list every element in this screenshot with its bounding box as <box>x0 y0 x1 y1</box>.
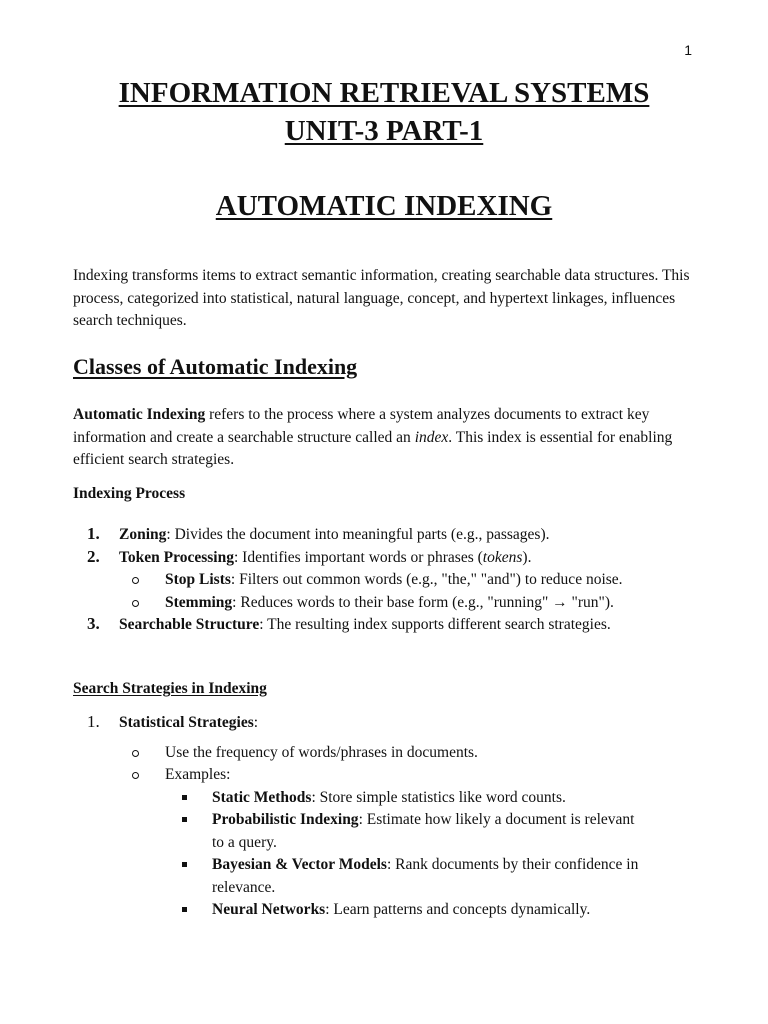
list-item <box>73 547 713 570</box>
circle-bullet-icon <box>132 772 139 779</box>
item-text: : Divides the document into meaningful parts (e.g., passages). <box>166 526 550 543</box>
list-subsubitem <box>73 854 692 899</box>
list-subsubitem <box>73 899 713 922</box>
item-text: : The resulting index supports different search strategies. <box>259 616 611 633</box>
definition-index-word: index <box>414 428 449 446</box>
definition-text-a: refers to the process where a system analyzes documents to extract key information and create a searchable structure called an <box>73 406 650 446</box>
square-bullet-icon <box>182 907 187 912</box>
circle-bullet-icon <box>132 577 139 584</box>
item-term: Statistical Strategies <box>119 714 254 731</box>
square-bullet-icon <box>182 795 187 800</box>
subitem-term: Stop Lists <box>165 571 231 588</box>
list-item <box>73 614 713 637</box>
title-line-1: INFORMATION RETRIEVAL SYSTEMS <box>118 77 650 109</box>
definition-paragraph <box>73 404 713 472</box>
item-text-end: ). <box>522 548 532 566</box>
list-number: 1. <box>87 524 100 543</box>
square-bullet-icon <box>182 862 187 867</box>
subitem-text: Use the frequency of words/phrases in documents. <box>165 743 478 761</box>
example-term: Probabilistic Indexing <box>212 811 359 828</box>
document-title <box>0 74 768 150</box>
example-term: Bayesian & Vector Models <box>212 856 387 873</box>
list-subsubitem <box>73 809 647 854</box>
search-strategies-heading: Search Strategies in Indexing <box>73 680 267 697</box>
list-subitem <box>73 742 713 765</box>
indexing-process-list <box>73 524 713 637</box>
page-number: 1 <box>684 42 692 58</box>
definition-text-b: . This index is essential for enabling efficient search strategies. <box>73 428 673 468</box>
example-text: : Learn patterns and concepts dynamically. <box>325 901 591 918</box>
section-heading-classes: Classes of Automatic Indexing <box>73 354 358 379</box>
list-subitem <box>73 569 710 592</box>
item-term: Zoning <box>119 526 167 543</box>
item-italic: tokens <box>482 548 523 566</box>
list-subsubitem <box>73 787 713 810</box>
example-text: : Estimate how likely a document is relevant to a query. <box>212 811 635 851</box>
item-term: Searchable Structure <box>119 616 260 633</box>
item-text: : <box>253 714 259 731</box>
title-line-2: UNIT-3 PART-1 <box>284 115 484 147</box>
circle-bullet-icon <box>132 750 139 757</box>
example-text: : Store simple statistics like word counts. <box>311 788 566 806</box>
square-bullet-icon <box>182 817 187 822</box>
list-subitem <box>73 592 713 615</box>
item-text: : Identifies important words or phrases ( <box>233 548 483 566</box>
list-number: 2. <box>87 546 100 566</box>
chapter-title: AUTOMATIC INDEXING <box>215 190 553 222</box>
list-item <box>73 524 713 547</box>
example-term: Neural Networks <box>212 901 326 918</box>
subitem-text: : Filters out common words (e.g., "the," "and") to reduce noise. <box>230 571 623 588</box>
search-strategies-list <box>73 712 713 922</box>
circle-bullet-icon <box>132 600 139 607</box>
definition-term: Automatic Indexing <box>73 406 206 423</box>
subitem-term: Stemming <box>165 593 233 611</box>
subitem-text: Examples: <box>165 766 231 783</box>
list-number: 3. <box>87 614 100 633</box>
list-number: 1. <box>87 712 100 731</box>
subitem-text: : Reduces words to their base form (e.g., "running" → "run"). <box>232 593 614 611</box>
item-term: Token Processing <box>119 548 234 566</box>
example-term: Static Methods <box>212 788 312 806</box>
list-subitem <box>73 764 713 787</box>
list-item <box>73 712 713 735</box>
indexing-process-heading: Indexing Process <box>73 485 186 502</box>
intro-paragraph: Indexing transforms items to extract semantic information, creating searchable data structures. This process, categorized into statistical, natural language, concept, and hypertext linkages, influences search techniques. <box>73 267 690 329</box>
example-text: : Rank documents by their confidence in relevance. <box>212 856 639 896</box>
